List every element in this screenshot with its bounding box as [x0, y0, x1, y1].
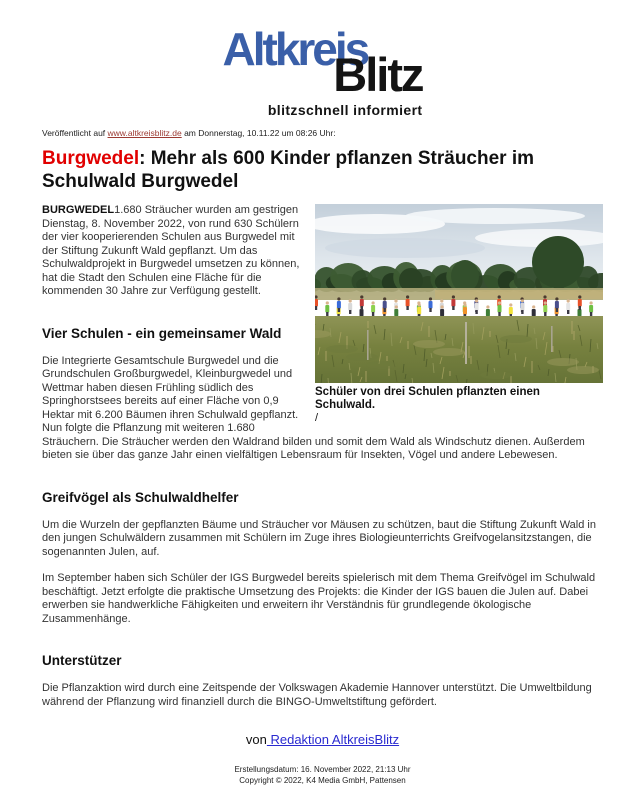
- altkreisblitz-logo: [222, 23, 423, 118]
- article-headline: [42, 147, 603, 193]
- photo-caption: Schüler von drei Schulen pflanzten einen Schulwald.: [315, 386, 540, 411]
- masthead: [42, 23, 603, 118]
- creation-date: Erstellungsdatum: 16. November 2022, 21:13 Uhr: [234, 764, 411, 774]
- byline: [42, 733, 603, 747]
- headline-location: Burgwedel: [42, 148, 140, 169]
- author-link[interactable]: Redaktion AltkreisBlitz: [266, 732, 400, 747]
- section-paragraph: Um die Wurzeln der gepflanzten Bäume und Sträucher vor Mäusen zu schützen, baut die Stiftung Zukunft Wald in den jungen Schulwäldern zusammen mit Schülern im Zuge ihres Biologieunterrichts Greifvogelansitzstangen, die sogenannten Julen, auf.: [42, 518, 596, 558]
- section-heading-unterstuetzer: Unterstützer: [42, 653, 122, 668]
- section-paragraph: Die Pflanzaktion wird durch eine Zeitspende der Volkswagen Akademie Hannover unterstützt. Die Umweltbildung während der Pflanzung wird finanziell durch die BINGO-Umweltstiftung gefördert.: [42, 682, 592, 708]
- article-body: [42, 204, 603, 747]
- section-paragraph: Im September haben sich Schüler der IGS Burgwedel bereits spielerisch mit dem Thema Greifvögel im Schulwald beschäftigt. Jetzt erfolgte die praktische Umsetzung des Projekts: die Kinder der IGS bauen die Julen auf. Dabei erwerben sie handwerkliche Fähigkeiten und erweitern ihr Verständnis für grundlegende ökologische Zusammenhänge.: [42, 572, 596, 625]
- page-footer: [42, 764, 603, 786]
- site-url-link[interactable]: www.altkreisblitz.de: [107, 128, 182, 138]
- published-line: [42, 128, 603, 138]
- published-prefix: Veröffentlicht auf: [42, 128, 108, 138]
- logo-word-altkreis: Altkreis: [222, 23, 368, 75]
- section-paragraph: Die Integrierte Gesamtschule Burgwedel und die Grundschulen Großburgwedel, Kleinburgwedel und Wettmar haben diesen Frühling südlich des Springhorstsees bereits auf einer Fläche von 0,9 Hektar mit 6.200 Bäumen ihren Schulwald gepflanzt. Nun folgte die Pflanzung mit weiteren 1.680 Sträuchern. Die Sträucher werden den Waldrand bilden und somit dem Wald als Windschutz dienen. Außerdem bieten sie über das ganze Jahr einen vielfältigen Lebensraum für Insekten, Vögel und andere Lebewesen.: [42, 354, 585, 461]
- lead-dateline: BURGWEDEL: [42, 204, 115, 216]
- logo-word-blitz: Blitz: [333, 48, 423, 101]
- section-heading-vier-schulen: Vier Schulen - ein gemeinsamer Wald: [42, 325, 282, 341]
- field-photo: [315, 204, 603, 383]
- published-suffix: am Donnerstag, 10.11.22 um 08:26 Uhr:: [181, 128, 336, 138]
- section-heading-greifvoegel: Greifvögel als Schulwaldhelfer: [42, 489, 239, 505]
- photo-credit: /: [315, 412, 319, 424]
- headline-text: : Mehr als 600 Kinder pflanzen Sträucher im Schulwald Burgwedel: [42, 148, 535, 192]
- article-photo-block: [315, 204, 603, 425]
- byline-prefix: von: [245, 732, 267, 747]
- lead-text: 1.680 Sträucher wurden am gestrigen Dienstag, 8. November 2022, von rund 630 Schülern der vier kooperierenden Schulen aus Burgwedel mit der Stiftung Zukunft Wald gepflanzt. Um das Schulwaldprojekt in Burgwedel umsetzen zu können, hat die Stadt den Schulen eine Fläche für die kommenden 30 Jahre zur Verfügung gestellt.: [42, 204, 300, 297]
- logo-tagline: blitzschnell informiert: [267, 102, 423, 118]
- copyright: Copyright © 2022, K4 Media GmbH, Pattensen: [239, 775, 406, 785]
